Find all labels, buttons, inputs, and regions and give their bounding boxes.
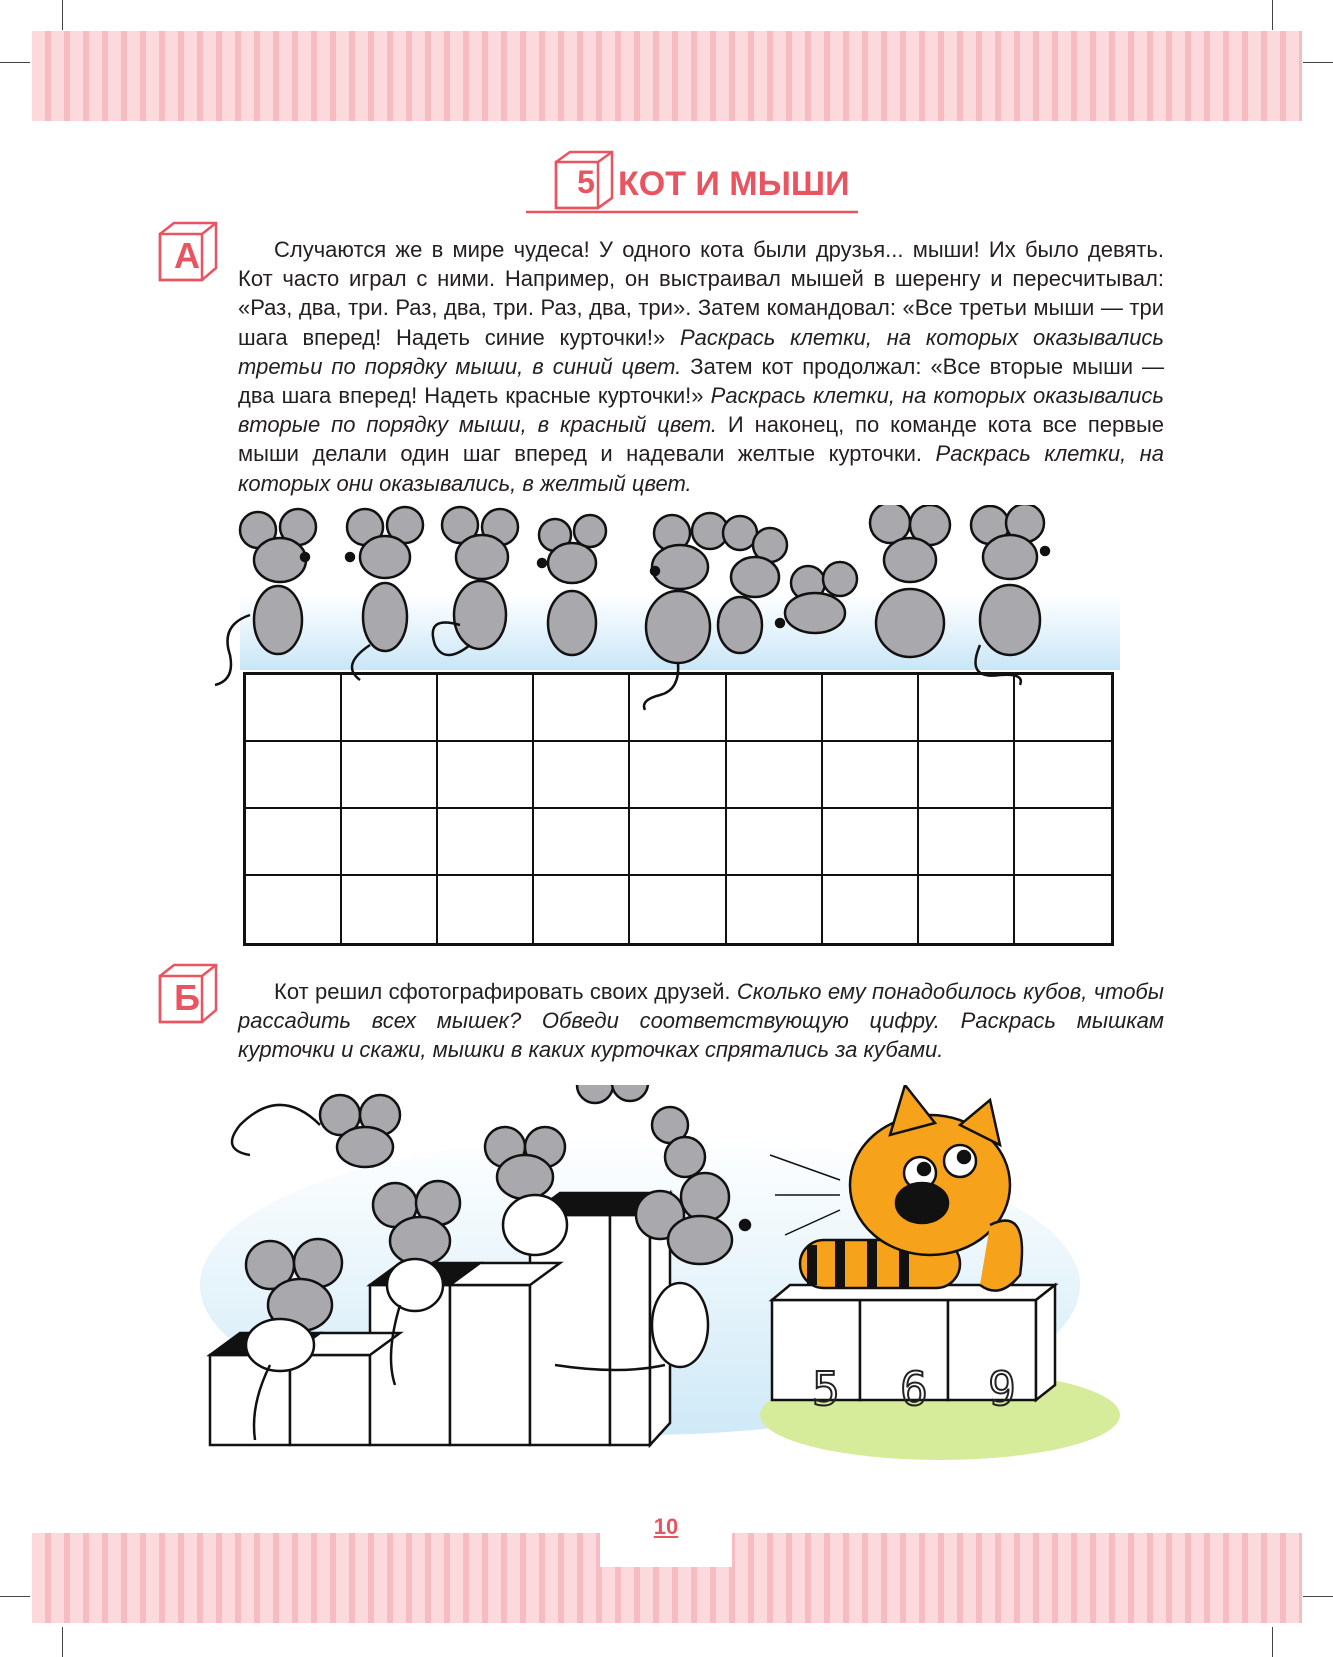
section-a-marker — [156, 220, 220, 284]
grid-cell[interactable] — [246, 675, 342, 742]
crop-mark — [0, 1596, 30, 1597]
grid-cell[interactable] — [534, 809, 630, 876]
grid-cell[interactable] — [823, 742, 919, 809]
grid-cell[interactable] — [919, 742, 1015, 809]
grid-cell[interactable] — [919, 809, 1015, 876]
section-a-letter: А — [174, 235, 200, 276]
grid-cell[interactable] — [534, 876, 630, 943]
crop-mark — [62, 0, 63, 30]
grid-cell[interactable] — [342, 675, 438, 742]
grid-cell[interactable] — [727, 809, 823, 876]
grid-cell[interactable] — [823, 675, 919, 742]
grid-cell[interactable] — [630, 876, 726, 943]
task-instruction: Раскрась клетки, на которых оказывались вторые по порядку мыши, в красный цвет. — [238, 383, 1164, 438]
grid-cell[interactable] — [727, 742, 823, 809]
answer-digit-5[interactable]: 5 — [812, 1362, 840, 1416]
answer-digit-6[interactable]: 6 — [900, 1362, 928, 1416]
grid-cell[interactable] — [534, 742, 630, 809]
grid-cell[interactable] — [823, 809, 919, 876]
grid-cell[interactable] — [342, 809, 438, 876]
page-number: 10 — [653, 1514, 679, 1539]
text-segment: И наконец, по команде кота все первые мыши делали один шаг вперед и надевали желтые курточки. — [238, 412, 1165, 467]
lesson-title: КОТ И МЫШИ — [618, 165, 850, 203]
section-b-letter: Б — [174, 977, 200, 1018]
crop-mark — [1272, 1627, 1273, 1657]
text-segment: Кот решил сфотографировать своих друзей. — [274, 979, 737, 1004]
grid-cell[interactable] — [438, 742, 534, 809]
coloring-grid — [243, 672, 1114, 946]
crop-mark — [1272, 0, 1273, 30]
grid-cell[interactable] — [246, 742, 342, 809]
grid-cell[interactable] — [246, 809, 342, 876]
grid-cell[interactable] — [1015, 675, 1111, 742]
grid-cell[interactable] — [727, 876, 823, 943]
grid-cell[interactable] — [823, 876, 919, 943]
grid-cell[interactable] — [1015, 876, 1111, 943]
grid-cell[interactable] — [438, 809, 534, 876]
mouse-illustration — [232, 1095, 400, 1167]
lesson-header — [520, 148, 860, 218]
mouse-illustration — [870, 505, 950, 657]
grid-cell[interactable] — [727, 675, 823, 742]
mouse-illustration — [577, 1085, 648, 1103]
answer-digit-9[interactable]: 9 — [988, 1362, 1016, 1416]
section-b-marker — [156, 962, 220, 1026]
grid-cell[interactable] — [342, 742, 438, 809]
grid-cell[interactable] — [438, 876, 534, 943]
task-instruction: Раскрась клетки, на которых оказывались третьи по порядку мыши, в синий цвет. — [238, 324, 1164, 379]
section-b-text — [238, 977, 1164, 1065]
crop-mark — [0, 62, 30, 63]
mouse-illustration — [538, 515, 606, 655]
text-segment: Затем кот продолжал: «Все вторые мыши — два шага вперед! Надеть красные курточки!» — [238, 353, 1165, 409]
grid-cell[interactable] — [630, 742, 726, 809]
crop-mark — [1303, 62, 1333, 63]
crop-mark — [62, 1627, 63, 1657]
grid-cell[interactable] — [342, 876, 438, 943]
grid-cell[interactable] — [630, 809, 726, 876]
grid-cell[interactable] — [534, 675, 630, 742]
grid-cell[interactable] — [1015, 809, 1111, 876]
text-segment: Случаются же в мире чудеса! У одного кота были друзья... мыши! Их было девять. Кот часто играл с ними. Например, он выстраивал мышей в шеренгу и пересчитывал: «Раз, два, три. Раз, два, три. Раз, два, три». Затем командовал: «Все третьи мыши — три шага вперед! Надеть синие курточки!» — [238, 237, 1164, 350]
grid-cell[interactable] — [630, 675, 726, 742]
task-instruction: Раскрась клетки, на которых они оказывались, в желтый цвет. — [238, 441, 1164, 496]
grid-cell[interactable] — [919, 675, 1015, 742]
grid-cell[interactable] — [246, 876, 342, 943]
grid-cell[interactable] — [919, 876, 1015, 943]
grid-cell[interactable] — [438, 675, 534, 742]
crop-mark — [1303, 1596, 1333, 1597]
task-instruction: Сколько ему понадобилось кубов, чтобы рассадить всех мышек? Обведи соответствующую цифру. Раскрась мышкам курточки и скажи, мышки в каких курточках спрятались за кубами. — [238, 979, 1164, 1063]
lesson-number: 5 — [577, 164, 595, 200]
section-a-text — [238, 235, 1164, 498]
grid-cell[interactable] — [1015, 742, 1111, 809]
top-decorative-band — [32, 31, 1302, 121]
